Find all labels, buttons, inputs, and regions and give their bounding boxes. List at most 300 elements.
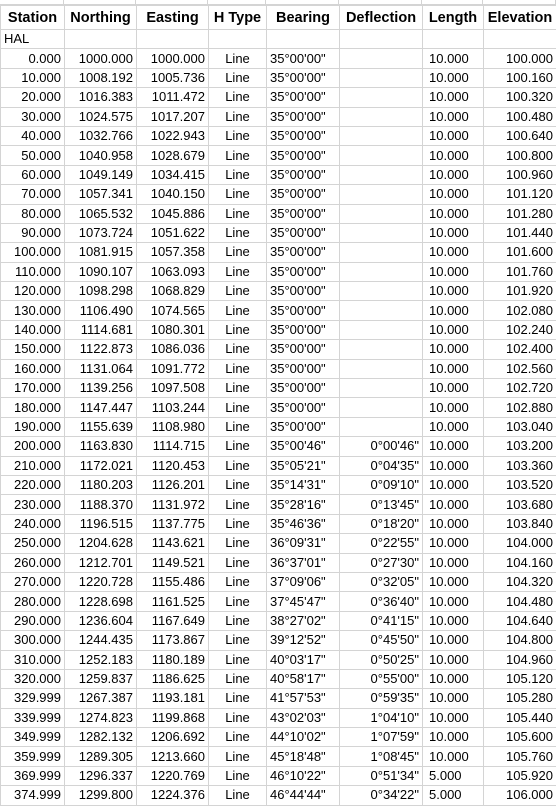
bearing-cell[interactable]: 43°02'03" — [267, 708, 340, 727]
northing-cell[interactable]: 1180.203 — [65, 475, 137, 494]
length-cell[interactable]: 10.000 — [423, 185, 484, 204]
length-cell[interactable]: 10.000 — [423, 107, 484, 126]
northing-cell[interactable]: 1049.149 — [65, 165, 137, 184]
station-cell[interactable]: 30.000 — [1, 107, 65, 126]
h-type-cell[interactable]: Line — [209, 534, 267, 553]
length-cell[interactable]: 10.000 — [423, 379, 484, 398]
easting-cell[interactable]: 1220.769 — [137, 766, 209, 785]
deflection-cell[interactable] — [340, 146, 423, 165]
easting-cell[interactable]: 1193.181 — [137, 689, 209, 708]
station-cell[interactable]: 150.000 — [1, 340, 65, 359]
easting-cell[interactable]: 1224.376 — [137, 786, 209, 805]
northing-cell[interactable]: 1090.107 — [65, 262, 137, 281]
header-length[interactable]: Length — [423, 6, 484, 30]
northing-cell[interactable]: 1204.628 — [65, 534, 137, 553]
header-deflection[interactable]: Deflection — [340, 6, 423, 30]
deflection-cell[interactable] — [340, 165, 423, 184]
easting-cell[interactable]: 1155.486 — [137, 572, 209, 591]
station-cell[interactable]: 190.000 — [1, 417, 65, 436]
elevation-cell[interactable]: 104.480 — [484, 592, 556, 611]
h-type-cell[interactable]: Line — [209, 689, 267, 708]
bearing-cell[interactable]: 35°46'36" — [267, 514, 340, 533]
station-cell[interactable]: 240.000 — [1, 514, 65, 533]
deflection-cell[interactable]: 0°00'46" — [340, 437, 423, 456]
northing-cell[interactable]: 1228.698 — [65, 592, 137, 611]
easting-cell[interactable]: 1213.660 — [137, 747, 209, 766]
station-cell[interactable]: 374.999 — [1, 786, 65, 805]
elevation-cell[interactable]: 105.120 — [484, 669, 556, 688]
h-type-cell[interactable]: Line — [209, 379, 267, 398]
northing-cell[interactable]: 1065.532 — [65, 204, 137, 223]
easting-cell[interactable]: 1068.829 — [137, 282, 209, 301]
length-cell[interactable]: 10.000 — [423, 243, 484, 262]
deflection-cell[interactable]: 0°04'35" — [340, 456, 423, 475]
station-cell[interactable]: 70.000 — [1, 185, 65, 204]
bearing-cell[interactable]: 35°00'00" — [267, 107, 340, 126]
h-type-cell[interactable]: Line — [209, 204, 267, 223]
h-type-cell[interactable]: Line — [209, 262, 267, 281]
deflection-cell[interactable]: 0°50'25" — [340, 650, 423, 669]
bearing-cell[interactable]: 38°27'02" — [267, 611, 340, 630]
h-type-cell[interactable]: Line — [209, 49, 267, 68]
column-header-cell[interactable] — [208, 0, 266, 4]
deflection-cell[interactable] — [340, 398, 423, 417]
northing-cell[interactable]: 1274.823 — [65, 708, 137, 727]
deflection-cell[interactable]: 0°32'05" — [340, 572, 423, 591]
bearing-cell[interactable]: 35°00'00" — [267, 417, 340, 436]
bearing-cell[interactable]: 41°57'53" — [267, 689, 340, 708]
station-cell[interactable]: 20.000 — [1, 88, 65, 107]
column-header-cell[interactable] — [0, 0, 64, 4]
deflection-cell[interactable]: 0°55'00" — [340, 669, 423, 688]
elevation-cell[interactable]: 104.800 — [484, 631, 556, 650]
length-cell[interactable]: 10.000 — [423, 611, 484, 630]
deflection-cell[interactable]: 0°22'55" — [340, 534, 423, 553]
easting-cell[interactable]: 1040.150 — [137, 185, 209, 204]
elevation-cell[interactable]: 103.520 — [484, 475, 556, 494]
northing-cell[interactable]: 1282.132 — [65, 728, 137, 747]
empty-cell[interactable] — [423, 30, 484, 49]
length-cell[interactable]: 10.000 — [423, 689, 484, 708]
length-cell[interactable]: 10.000 — [423, 514, 484, 533]
station-cell[interactable]: 310.000 — [1, 650, 65, 669]
column-header-cell[interactable] — [339, 0, 422, 4]
northing-cell[interactable]: 1244.435 — [65, 631, 137, 650]
easting-cell[interactable]: 1126.201 — [137, 475, 209, 494]
deflection-cell[interactable] — [340, 49, 423, 68]
header-bearing[interactable]: Bearing — [267, 6, 340, 30]
elevation-cell[interactable]: 104.320 — [484, 572, 556, 591]
empty-cell[interactable] — [340, 30, 423, 49]
easting-cell[interactable]: 1063.093 — [137, 262, 209, 281]
northing-cell[interactable]: 1172.021 — [65, 456, 137, 475]
easting-cell[interactable]: 1005.736 — [137, 68, 209, 87]
station-cell[interactable]: 90.000 — [1, 223, 65, 242]
length-cell[interactable]: 10.000 — [423, 592, 484, 611]
bearing-cell[interactable]: 35°00'00" — [267, 185, 340, 204]
deflection-cell[interactable]: 0°45'50" — [340, 631, 423, 650]
northing-cell[interactable]: 1289.305 — [65, 747, 137, 766]
h-type-cell[interactable]: Line — [209, 708, 267, 727]
bearing-cell[interactable]: 35°00'00" — [267, 146, 340, 165]
length-cell[interactable]: 10.000 — [423, 301, 484, 320]
elevation-cell[interactable]: 101.760 — [484, 262, 556, 281]
elevation-cell[interactable]: 101.120 — [484, 185, 556, 204]
h-type-cell[interactable]: Line — [209, 592, 267, 611]
elevation-cell[interactable]: 105.600 — [484, 728, 556, 747]
elevation-cell[interactable]: 100.480 — [484, 107, 556, 126]
length-cell[interactable]: 10.000 — [423, 223, 484, 242]
northing-cell[interactable]: 1236.604 — [65, 611, 137, 630]
elevation-cell[interactable]: 104.960 — [484, 650, 556, 669]
easting-cell[interactable]: 1074.565 — [137, 301, 209, 320]
header-h-type[interactable]: H Type — [209, 6, 267, 30]
column-header-cell[interactable] — [64, 0, 136, 4]
length-cell[interactable]: 10.000 — [423, 282, 484, 301]
station-cell[interactable]: 349.999 — [1, 728, 65, 747]
bearing-cell[interactable]: 35°00'00" — [267, 88, 340, 107]
northing-cell[interactable]: 1057.341 — [65, 185, 137, 204]
h-type-cell[interactable]: Line — [209, 514, 267, 533]
deflection-cell[interactable]: 0°09'10" — [340, 475, 423, 494]
column-header-cell[interactable] — [136, 0, 208, 4]
length-cell[interactable]: 10.000 — [423, 456, 484, 475]
deflection-cell[interactable] — [340, 301, 423, 320]
easting-cell[interactable]: 1097.508 — [137, 379, 209, 398]
h-type-cell[interactable]: Line — [209, 417, 267, 436]
header-elevation[interactable]: Elevation — [484, 6, 556, 30]
header-station[interactable]: Station — [1, 6, 65, 30]
length-cell[interactable]: 10.000 — [423, 398, 484, 417]
deflection-cell[interactable]: 0°36'40" — [340, 592, 423, 611]
elevation-cell[interactable]: 100.640 — [484, 126, 556, 145]
bearing-cell[interactable]: 35°14'31" — [267, 475, 340, 494]
easting-cell[interactable]: 1199.868 — [137, 708, 209, 727]
station-cell[interactable]: 160.000 — [1, 359, 65, 378]
elevation-cell[interactable]: 100.320 — [484, 88, 556, 107]
easting-cell[interactable]: 1103.244 — [137, 398, 209, 417]
easting-cell[interactable]: 1206.692 — [137, 728, 209, 747]
station-cell[interactable]: 120.000 — [1, 282, 65, 301]
station-cell[interactable]: 60.000 — [1, 165, 65, 184]
station-cell[interactable]: 210.000 — [1, 456, 65, 475]
deflection-cell[interactable] — [340, 262, 423, 281]
station-cell[interactable]: 10.000 — [1, 68, 65, 87]
length-cell[interactable]: 10.000 — [423, 88, 484, 107]
station-cell[interactable]: 140.000 — [1, 320, 65, 339]
bearing-cell[interactable]: 45°18'48" — [267, 747, 340, 766]
h-type-cell[interactable]: Line — [209, 495, 267, 514]
easting-cell[interactable]: 1051.622 — [137, 223, 209, 242]
station-cell[interactable]: 170.000 — [1, 379, 65, 398]
length-cell[interactable]: 10.000 — [423, 68, 484, 87]
elevation-cell[interactable]: 105.280 — [484, 689, 556, 708]
h-type-cell[interactable]: Line — [209, 301, 267, 320]
bearing-cell[interactable]: 35°00'00" — [267, 204, 340, 223]
elevation-cell[interactable]: 102.720 — [484, 379, 556, 398]
northing-cell[interactable]: 1259.837 — [65, 669, 137, 688]
h-type-cell[interactable]: Line — [209, 88, 267, 107]
deflection-cell[interactable] — [340, 243, 423, 262]
h-type-cell[interactable]: Line — [209, 786, 267, 805]
length-cell[interactable]: 5.000 — [423, 766, 484, 785]
bearing-cell[interactable]: 36°09'31" — [267, 534, 340, 553]
elevation-cell[interactable]: 103.200 — [484, 437, 556, 456]
deflection-cell[interactable] — [340, 282, 423, 301]
station-cell[interactable]: 110.000 — [1, 262, 65, 281]
northing-cell[interactable]: 1296.337 — [65, 766, 137, 785]
length-cell[interactable]: 10.000 — [423, 359, 484, 378]
northing-cell[interactable]: 1008.192 — [65, 68, 137, 87]
elevation-cell[interactable]: 103.680 — [484, 495, 556, 514]
length-cell[interactable]: 10.000 — [423, 475, 484, 494]
easting-cell[interactable]: 1114.715 — [137, 437, 209, 456]
northing-cell[interactable]: 1139.256 — [65, 379, 137, 398]
northing-cell[interactable]: 1155.639 — [65, 417, 137, 436]
northing-cell[interactable]: 1212.701 — [65, 553, 137, 572]
elevation-cell[interactable]: 101.440 — [484, 223, 556, 242]
elevation-cell[interactable]: 104.640 — [484, 611, 556, 630]
length-cell[interactable]: 10.000 — [423, 747, 484, 766]
elevation-cell[interactable]: 102.080 — [484, 301, 556, 320]
deflection-cell[interactable]: 0°27'30" — [340, 553, 423, 572]
station-cell[interactable]: 50.000 — [1, 146, 65, 165]
length-cell[interactable]: 10.000 — [423, 340, 484, 359]
station-cell[interactable]: 320.000 — [1, 669, 65, 688]
station-cell[interactable]: 280.000 — [1, 592, 65, 611]
easting-cell[interactable]: 1131.972 — [137, 495, 209, 514]
empty-cell[interactable] — [65, 30, 137, 49]
h-type-cell[interactable]: Line — [209, 340, 267, 359]
length-cell[interactable]: 10.000 — [423, 650, 484, 669]
length-cell[interactable]: 10.000 — [423, 669, 484, 688]
header-easting[interactable]: Easting — [137, 6, 209, 30]
northing-cell[interactable]: 1016.383 — [65, 88, 137, 107]
easting-cell[interactable]: 1149.521 — [137, 553, 209, 572]
elevation-cell[interactable]: 105.760 — [484, 747, 556, 766]
deflection-cell[interactable] — [340, 340, 423, 359]
station-cell[interactable]: 339.999 — [1, 708, 65, 727]
bearing-cell[interactable]: 35°00'00" — [267, 379, 340, 398]
length-cell[interactable]: 10.000 — [423, 495, 484, 514]
deflection-cell[interactable] — [340, 223, 423, 242]
elevation-cell[interactable]: 103.360 — [484, 456, 556, 475]
station-cell[interactable]: 300.000 — [1, 631, 65, 650]
elevation-cell[interactable]: 101.280 — [484, 204, 556, 223]
elevation-cell[interactable]: 103.840 — [484, 514, 556, 533]
bearing-cell[interactable]: 35°00'00" — [267, 320, 340, 339]
h-type-cell[interactable]: Line — [209, 650, 267, 669]
length-cell[interactable]: 10.000 — [423, 126, 484, 145]
easting-cell[interactable]: 1057.358 — [137, 243, 209, 262]
h-type-cell[interactable]: Line — [209, 146, 267, 165]
length-cell[interactable]: 10.000 — [423, 146, 484, 165]
northing-cell[interactable]: 1252.183 — [65, 650, 137, 669]
station-cell[interactable]: 180.000 — [1, 398, 65, 417]
bearing-cell[interactable]: 46°10'22" — [267, 766, 340, 785]
deflection-cell[interactable] — [340, 204, 423, 223]
length-cell[interactable]: 10.000 — [423, 204, 484, 223]
column-header-cell[interactable] — [422, 0, 483, 4]
easting-cell[interactable]: 1180.189 — [137, 650, 209, 669]
station-cell[interactable]: 100.000 — [1, 243, 65, 262]
deflection-cell[interactable]: 1°04'10" — [340, 708, 423, 727]
h-type-cell[interactable]: Line — [209, 282, 267, 301]
deflection-cell[interactable] — [340, 359, 423, 378]
bearing-cell[interactable]: 35°28'16" — [267, 495, 340, 514]
bearing-cell[interactable]: 35°00'46" — [267, 437, 340, 456]
station-cell[interactable]: 80.000 — [1, 204, 65, 223]
bearing-cell[interactable]: 35°00'00" — [267, 243, 340, 262]
elevation-cell[interactable]: 100.800 — [484, 146, 556, 165]
station-cell[interactable]: 130.000 — [1, 301, 65, 320]
elevation-cell[interactable]: 101.600 — [484, 243, 556, 262]
elevation-cell[interactable]: 102.400 — [484, 340, 556, 359]
h-type-cell[interactable]: Line — [209, 631, 267, 650]
h-type-cell[interactable]: Line — [209, 359, 267, 378]
elevation-cell[interactable]: 102.880 — [484, 398, 556, 417]
station-cell[interactable]: 329.999 — [1, 689, 65, 708]
northing-cell[interactable]: 1073.724 — [65, 223, 137, 242]
bearing-cell[interactable]: 44°10'02" — [267, 728, 340, 747]
length-cell[interactable]: 10.000 — [423, 417, 484, 436]
h-type-cell[interactable]: Line — [209, 243, 267, 262]
bearing-cell[interactable]: 35°00'00" — [267, 301, 340, 320]
easting-cell[interactable]: 1011.472 — [137, 88, 209, 107]
easting-cell[interactable]: 1161.525 — [137, 592, 209, 611]
deflection-cell[interactable]: 0°18'20" — [340, 514, 423, 533]
elevation-cell[interactable]: 105.440 — [484, 708, 556, 727]
h-type-cell[interactable]: Line — [209, 185, 267, 204]
station-cell[interactable]: 369.999 — [1, 766, 65, 785]
northing-cell[interactable]: 1163.830 — [65, 437, 137, 456]
easting-cell[interactable]: 1086.036 — [137, 340, 209, 359]
empty-cell[interactable] — [484, 30, 556, 49]
length-cell[interactable]: 10.000 — [423, 49, 484, 68]
deflection-cell[interactable]: 0°59'35" — [340, 689, 423, 708]
bearing-cell[interactable]: 35°00'00" — [267, 49, 340, 68]
length-cell[interactable]: 10.000 — [423, 262, 484, 281]
northing-cell[interactable]: 1000.000 — [65, 49, 137, 68]
easting-cell[interactable]: 1167.649 — [137, 611, 209, 630]
deflection-cell[interactable]: 0°13'45" — [340, 495, 423, 514]
length-cell[interactable]: 10.000 — [423, 553, 484, 572]
bearing-cell[interactable]: 35°00'00" — [267, 165, 340, 184]
length-cell[interactable]: 10.000 — [423, 437, 484, 456]
easting-cell[interactable]: 1173.867 — [137, 631, 209, 650]
northing-cell[interactable]: 1131.064 — [65, 359, 137, 378]
h-type-cell[interactable]: Line — [209, 437, 267, 456]
elevation-cell[interactable]: 106.000 — [484, 786, 556, 805]
h-type-cell[interactable]: Line — [209, 611, 267, 630]
easting-cell[interactable]: 1080.301 — [137, 320, 209, 339]
length-cell[interactable]: 10.000 — [423, 534, 484, 553]
station-cell[interactable]: 40.000 — [1, 126, 65, 145]
section-label[interactable]: HAL — [1, 30, 65, 49]
elevation-cell[interactable]: 100.960 — [484, 165, 556, 184]
h-type-cell[interactable]: Line — [209, 223, 267, 242]
station-cell[interactable]: 230.000 — [1, 495, 65, 514]
deflection-cell[interactable]: 1°07'59" — [340, 728, 423, 747]
h-type-cell[interactable]: Line — [209, 456, 267, 475]
easting-cell[interactable]: 1000.000 — [137, 49, 209, 68]
station-cell[interactable]: 200.000 — [1, 437, 65, 456]
northing-cell[interactable]: 1188.370 — [65, 495, 137, 514]
h-type-cell[interactable]: Line — [209, 766, 267, 785]
easting-cell[interactable]: 1108.980 — [137, 417, 209, 436]
h-type-cell[interactable]: Line — [209, 320, 267, 339]
h-type-cell[interactable]: Line — [209, 68, 267, 87]
elevation-cell[interactable]: 101.920 — [484, 282, 556, 301]
elevation-cell[interactable]: 105.920 — [484, 766, 556, 785]
station-cell[interactable]: 0.000 — [1, 49, 65, 68]
length-cell[interactable]: 10.000 — [423, 572, 484, 591]
bearing-cell[interactable]: 35°00'00" — [267, 398, 340, 417]
deflection-cell[interactable]: 0°34'22" — [340, 786, 423, 805]
station-cell[interactable]: 250.000 — [1, 534, 65, 553]
northing-cell[interactable]: 1196.515 — [65, 514, 137, 533]
length-cell[interactable]: 5.000 — [423, 786, 484, 805]
bearing-cell[interactable]: 35°00'00" — [267, 262, 340, 281]
deflection-cell[interactable] — [340, 185, 423, 204]
empty-cell[interactable] — [137, 30, 209, 49]
northing-cell[interactable]: 1032.766 — [65, 126, 137, 145]
h-type-cell[interactable]: Line — [209, 553, 267, 572]
deflection-cell[interactable] — [340, 320, 423, 339]
northing-cell[interactable]: 1106.490 — [65, 301, 137, 320]
elevation-cell[interactable]: 102.560 — [484, 359, 556, 378]
bearing-cell[interactable]: 35°00'00" — [267, 223, 340, 242]
h-type-cell[interactable]: Line — [209, 165, 267, 184]
station-cell[interactable]: 220.000 — [1, 475, 65, 494]
bearing-cell[interactable]: 35°00'00" — [267, 340, 340, 359]
h-type-cell[interactable]: Line — [209, 728, 267, 747]
northing-cell[interactable]: 1299.800 — [65, 786, 137, 805]
elevation-cell[interactable]: 100.160 — [484, 68, 556, 87]
deflection-cell[interactable] — [340, 68, 423, 87]
bearing-cell[interactable]: 35°00'00" — [267, 126, 340, 145]
deflection-cell[interactable] — [340, 88, 423, 107]
easting-cell[interactable]: 1034.415 — [137, 165, 209, 184]
deflection-cell[interactable] — [340, 107, 423, 126]
northing-cell[interactable]: 1114.681 — [65, 320, 137, 339]
length-cell[interactable]: 10.000 — [423, 728, 484, 747]
northing-cell[interactable]: 1098.298 — [65, 282, 137, 301]
h-type-cell[interactable]: Line — [209, 475, 267, 494]
bearing-cell[interactable]: 35°00'00" — [267, 282, 340, 301]
column-header-cell[interactable] — [483, 0, 556, 4]
h-type-cell[interactable]: Line — [209, 126, 267, 145]
elevation-cell[interactable]: 103.040 — [484, 417, 556, 436]
h-type-cell[interactable]: Line — [209, 572, 267, 591]
empty-cell[interactable] — [209, 30, 267, 49]
easting-cell[interactable]: 1017.207 — [137, 107, 209, 126]
easting-cell[interactable]: 1028.679 — [137, 146, 209, 165]
length-cell[interactable]: 10.000 — [423, 708, 484, 727]
northing-cell[interactable]: 1024.575 — [65, 107, 137, 126]
northing-cell[interactable]: 1147.447 — [65, 398, 137, 417]
easting-cell[interactable]: 1120.453 — [137, 456, 209, 475]
easting-cell[interactable]: 1091.772 — [137, 359, 209, 378]
h-type-cell[interactable]: Line — [209, 747, 267, 766]
elevation-cell[interactable]: 104.000 — [484, 534, 556, 553]
deflection-cell[interactable]: 0°51'34" — [340, 766, 423, 785]
bearing-cell[interactable]: 40°58'17" — [267, 669, 340, 688]
deflection-cell[interactable] — [340, 417, 423, 436]
length-cell[interactable]: 10.000 — [423, 165, 484, 184]
bearing-cell[interactable]: 39°12'52" — [267, 631, 340, 650]
station-cell[interactable]: 270.000 — [1, 572, 65, 591]
